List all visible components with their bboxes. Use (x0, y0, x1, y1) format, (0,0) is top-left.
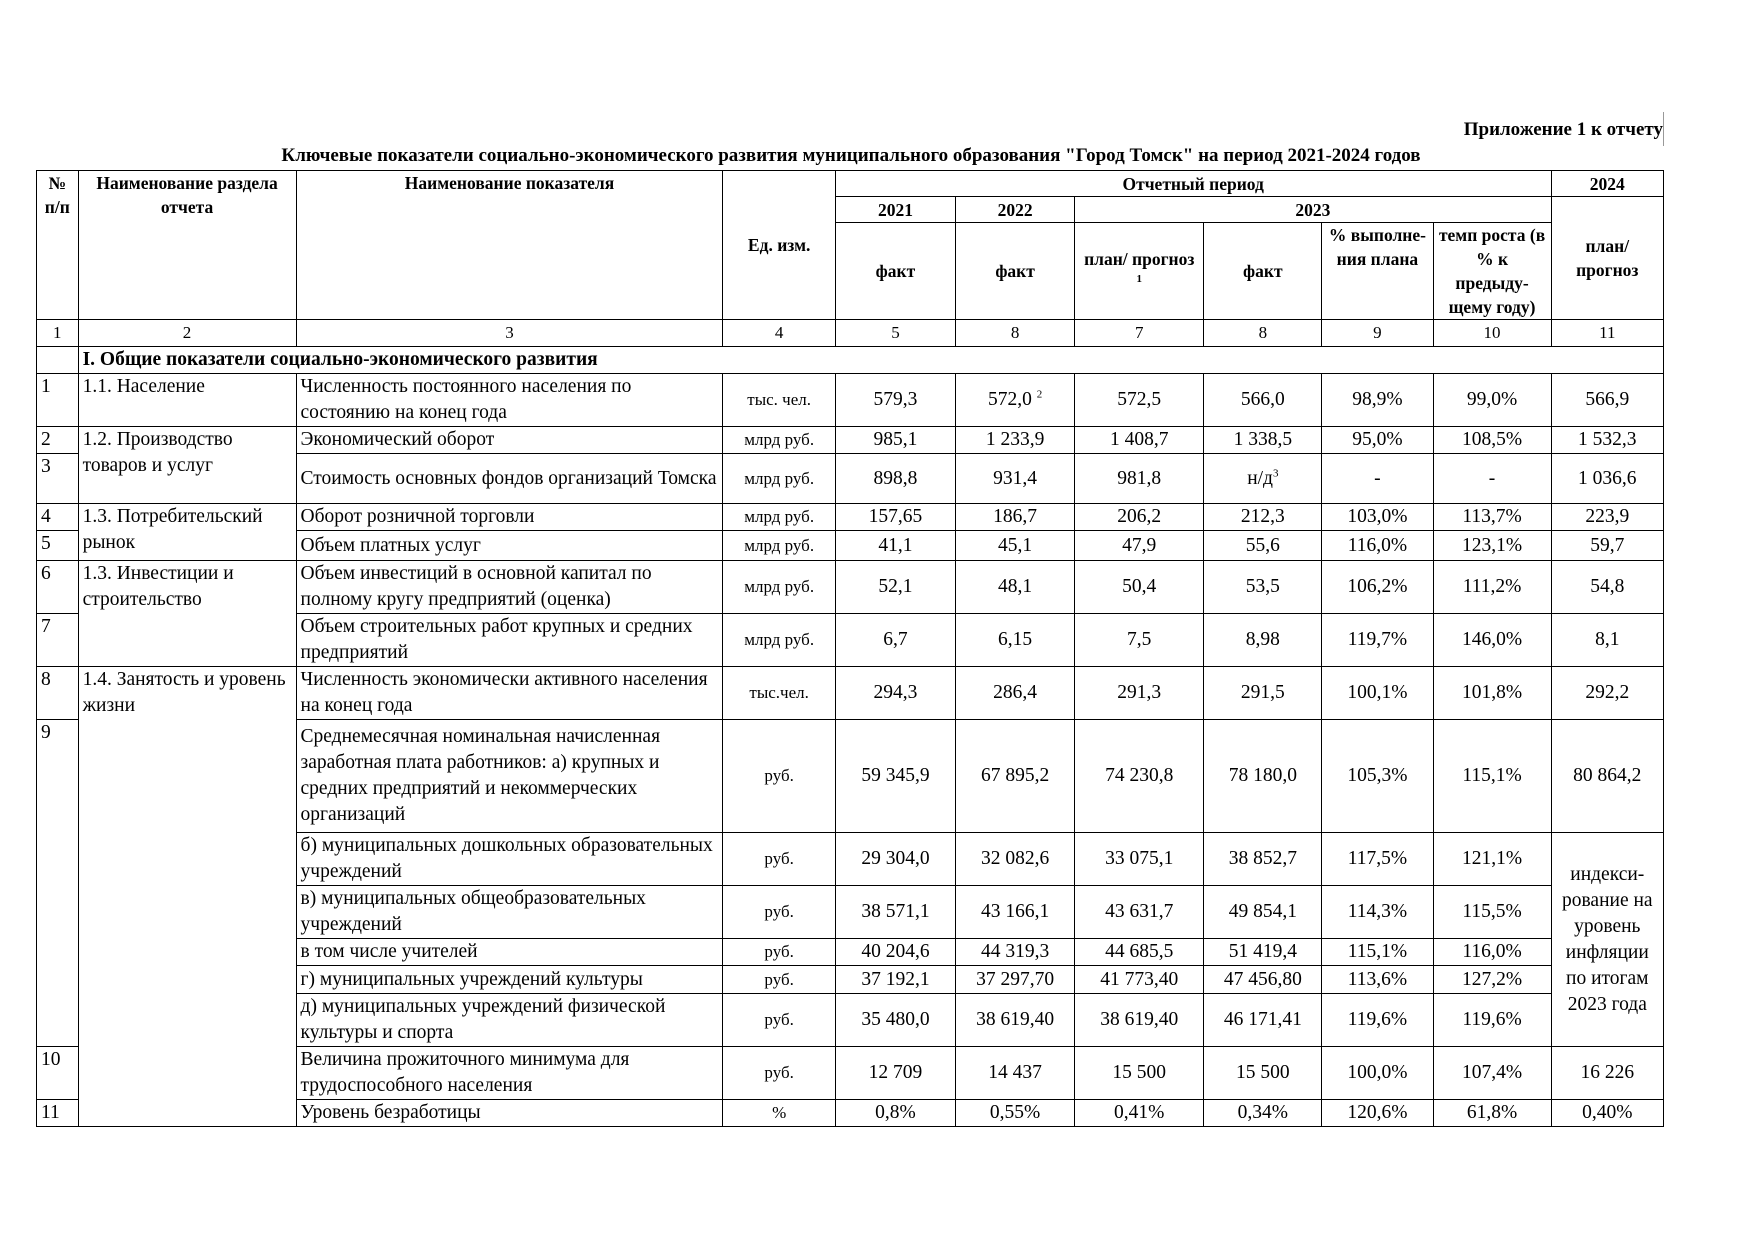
colnum: 11 (1551, 320, 1663, 347)
indicator-name: Стоимость основных фондов организаций Томска (296, 454, 723, 504)
section-name: 1.3. Потребительский рынок (78, 504, 296, 561)
indicator-name: б) муниципальных дошкольных образовательных учреждений (296, 833, 723, 886)
value-2021: 52,1 (835, 561, 955, 614)
plan-2023: 7,5 (1075, 614, 1204, 667)
plan-2023: 0,41% (1075, 1100, 1204, 1127)
indicator-name: Экономический оборот (296, 427, 723, 454)
unit: руб. (723, 720, 835, 833)
footnote-1: 1 (1136, 273, 1142, 286)
plan-2024: 292,2 (1551, 667, 1663, 720)
row-number: 7 (37, 614, 79, 667)
value-2021: 38 571,1 (835, 886, 955, 939)
growth-rate: 123,1% (1433, 531, 1551, 561)
unit: руб. (723, 994, 835, 1047)
colnum: 4 (723, 320, 835, 347)
value-2021: 29 304,0 (835, 833, 955, 886)
value-2022: 1 233,9 (956, 427, 1075, 454)
plan-2024: 566,9 (1551, 374, 1663, 427)
pct-plan: 106,2% (1322, 561, 1433, 614)
plan-2023: 50,4 (1075, 561, 1204, 614)
plan-2023: 33 075,1 (1075, 833, 1204, 886)
header-fact-2021: факт (835, 223, 955, 320)
indicator-name: д) муниципальных учреждений физической культуры и спорта (296, 994, 723, 1047)
unit: руб. (723, 966, 835, 994)
unit: % (723, 1100, 835, 1127)
fact-2023: $н/д^3$ (1204, 454, 1322, 504)
header-indicator: Наименование показателя (296, 171, 723, 320)
plan-2023: 1 408,7 (1075, 427, 1204, 454)
unit: руб. (723, 1047, 835, 1100)
plan-2024: 16 226 (1551, 1047, 1663, 1100)
value-2021: 0,8% (835, 1100, 955, 1127)
fact-2023: 8,98 (1204, 614, 1322, 667)
pct-plan: 117,5% (1322, 833, 1433, 886)
indicators-table (36, 170, 1664, 1127)
row-number: 10 (37, 1047, 79, 1100)
row-number: 9 (37, 720, 79, 1047)
value-2022: 186,7 (956, 504, 1075, 531)
colnum: 2 (78, 320, 296, 347)
footnote-3: 3 (1272, 467, 1279, 479)
growth-rate: 99,0% (1433, 374, 1551, 427)
value-2021: 35 480,0 (835, 994, 955, 1047)
colnum: 10 (1433, 320, 1551, 347)
indicator-name: Величина прожиточного минимума для трудоспособного населения (296, 1047, 723, 1100)
value-2021: 157,65 (835, 504, 955, 531)
fact-2023: 49 854,1 (1204, 886, 1322, 939)
value-2022: 67 895,2 (956, 720, 1075, 833)
pct-plan: 116,0% (1322, 531, 1433, 561)
indicator-name: Объем платных услуг (296, 531, 723, 561)
row-number: 5 (37, 531, 79, 561)
value-2022: 38 619,40 (956, 994, 1075, 1047)
header-fact-2023: факт (1204, 223, 1322, 320)
value-2022: 32 082,6 (956, 833, 1075, 886)
plan-2023: 206,2 (1075, 504, 1204, 531)
pct-plan: 105,3% (1322, 720, 1433, 833)
value-2021: 12 709 (835, 1047, 955, 1100)
value-2021: 40 204,6 (835, 939, 955, 966)
header-2022: 2022 (956, 197, 1075, 223)
growth-rate: 113,7% (1433, 504, 1551, 531)
value-2021: 37 192,1 (835, 966, 955, 994)
colnum: 9 (1322, 320, 1433, 347)
value-2022: 931,4 (956, 454, 1075, 504)
growth-rate: 61,8% (1433, 1100, 1551, 1127)
growth-rate: 101,8% (1433, 667, 1551, 720)
value-2021: 6,7 (835, 614, 955, 667)
header-unit: Ед. изм. (723, 171, 835, 320)
unit: руб. (723, 833, 835, 886)
pct-plan: 100,0% (1322, 1047, 1433, 1100)
unit: млрд руб. (723, 504, 835, 531)
plan-2023: 981,8 (1075, 454, 1204, 504)
header-period: Отчетный период (835, 171, 1551, 197)
colnum: 5 (835, 320, 955, 347)
table-row (37, 427, 1664, 454)
plan-2023: 41 773,40 (1075, 966, 1204, 994)
value-2021: 579,3 (835, 374, 955, 427)
unit: тыс.чел. (723, 667, 835, 720)
plan-2024: 80 864,2 (1551, 720, 1663, 833)
pct-plan: - (1322, 454, 1433, 504)
fact-2023: 55,6 (1204, 531, 1322, 561)
column-numbers-row (37, 320, 1664, 347)
pct-plan: 100,1% (1322, 667, 1433, 720)
value-2022: 0,55% (956, 1100, 1075, 1127)
indicator-name: Объем инвестиций в основной капитал по полному кругу предприятий (оценка) (296, 561, 723, 614)
row-number: 6 (37, 561, 79, 614)
growth-rate: 111,2% (1433, 561, 1551, 614)
plan-2023: 38 619,40 (1075, 994, 1204, 1047)
value-2022: 44 319,3 (956, 939, 1075, 966)
pct-plan: 98,9% (1322, 374, 1433, 427)
value-2022: 48,1 (956, 561, 1075, 614)
row-number: 4 (37, 504, 79, 531)
table-row (37, 667, 1664, 720)
colnum: 8 (956, 320, 1075, 347)
table-row (37, 504, 1664, 531)
value-2021: 59 345,9 (835, 720, 955, 833)
wage-2024-note: индекси- рование на уровень инфляции по итогам 2023 года (1551, 833, 1663, 1047)
page-edge-line (1663, 112, 1664, 146)
plan-2023: 15 500 (1075, 1047, 1204, 1100)
value-2022: 43 166,1 (956, 886, 1075, 939)
section-title: I. Общие показатели социально-экономического развития (78, 347, 1663, 374)
section-name: 1.4. Занятость и уровень жизни (78, 667, 296, 1127)
fact-2023: 38 852,7 (1204, 833, 1322, 886)
value-2021: 898,8 (835, 454, 955, 504)
value-2021: 985,1 (835, 427, 955, 454)
plan-2024: 1 036,6 (1551, 454, 1663, 504)
indicator-name: г) муниципальных учреждений культуры (296, 966, 723, 994)
appendix-label: Приложение 1 к отчету (1463, 119, 1663, 140)
colnum: 3 (296, 320, 723, 347)
fact-2023: 51 419,4 (1204, 939, 1322, 966)
colnum: 1 (37, 320, 79, 347)
indicator-name: в том числе учителей (296, 939, 723, 966)
unit: млрд руб. (723, 614, 835, 667)
value-2022: 286,4 (956, 667, 1075, 720)
fact-2023: 78 180,0 (1204, 720, 1322, 833)
fact-2023: 53,5 (1204, 561, 1322, 614)
section-empty-cell (37, 347, 79, 374)
header-plan-prognoz-2024: план/ прогноз (1551, 197, 1663, 320)
section-name: 1.2. Производство товаров и услуг (78, 427, 296, 504)
pct-plan: 119,7% (1322, 614, 1433, 667)
growth-rate: 121,1% (1433, 833, 1551, 886)
table-row (37, 374, 1664, 427)
value-2021: 294,3 (835, 667, 955, 720)
indicator-name: Уровень безработицы (296, 1100, 723, 1127)
fact-2023: 0,34% (1204, 1100, 1322, 1127)
growth-rate: 108,5% (1433, 427, 1551, 454)
value-2021: 41,1 (835, 531, 955, 561)
row-number: 8 (37, 667, 79, 720)
plan-2024: 223,9 (1551, 504, 1663, 531)
header-num: № п/п (37, 171, 79, 320)
row-number: 1 (37, 374, 79, 427)
section-name: 1.3. Инвестиции и строительство (78, 561, 296, 667)
unit: млрд руб. (723, 531, 835, 561)
growth-rate: 107,4% (1433, 1047, 1551, 1100)
fact-2023: 15 500 (1204, 1047, 1322, 1100)
pct-plan: 119,6% (1322, 994, 1433, 1047)
indicator-name: Оборот розничной торговли (296, 504, 723, 531)
header-fact-2022: факт (956, 223, 1075, 320)
header-2021: 2021 (835, 197, 955, 223)
fact-2023: 46 171,41 (1204, 994, 1322, 1047)
header-plan-prognoz-2023: план/ прогноз $^1$ (1075, 223, 1204, 320)
fact-2023: 291,5 (1204, 667, 1322, 720)
indicator-name: Среднемесячная номинальная начисленная заработная плата работников: а) крупных и средних предприятий и некоммерческих организаций (296, 720, 723, 833)
indicator-name: в) муниципальных общеобразовательных учреждений (296, 886, 723, 939)
header-section: Наименование раздела отчета (78, 171, 296, 320)
plan-2024: 54,8 (1551, 561, 1663, 614)
growth-rate: 127,2% (1433, 966, 1551, 994)
row-number: 3 (37, 454, 79, 504)
row-number: 2 (37, 427, 79, 454)
pct-plan: 103,0% (1322, 504, 1433, 531)
plan-2023: 43 631,7 (1075, 886, 1204, 939)
fact-2023: 47 456,80 (1204, 966, 1322, 994)
pct-plan: 113,6% (1322, 966, 1433, 994)
value-2022: 14 437 (956, 1047, 1075, 1100)
colnum: 8 (1204, 320, 1322, 347)
plan-2023: 291,3 (1075, 667, 1204, 720)
footnote-2: 2 (1036, 388, 1043, 401)
pct-plan: 95,0% (1322, 427, 1433, 454)
growth-rate: 119,6% (1433, 994, 1551, 1047)
document-title: Ключевые показатели социально-экономического развития муниципального образования "Город Томск" на период 2021-2024 годов (281, 145, 1421, 166)
pct-plan: 114,3% (1322, 886, 1433, 939)
header-growth: темп роста (в % к предыду- щему году) (1433, 223, 1551, 320)
row-number: 11 (37, 1100, 79, 1127)
unit: млрд руб. (723, 561, 835, 614)
growth-rate: 115,1% (1433, 720, 1551, 833)
growth-rate: 115,5% (1433, 886, 1551, 939)
value-2022: 37 297,70 (956, 966, 1075, 994)
plan-2024: 59,7 (1551, 531, 1663, 561)
section-name: 1.1. Население (78, 374, 296, 427)
plan-2023: 74 230,8 (1075, 720, 1204, 833)
fact-2023: 566,0 (1204, 374, 1322, 427)
value-2022: 6,15 (956, 614, 1075, 667)
fact-2023: 212,3 (1204, 504, 1322, 531)
unit: тыс. чел. (723, 374, 835, 427)
growth-rate: 116,0% (1433, 939, 1551, 966)
table-row (37, 561, 1664, 614)
value-2022: 45,1 (956, 531, 1075, 561)
indicator-name: Объем строительных работ крупных и средних предприятий (296, 614, 723, 667)
unit: млрд руб. (723, 427, 835, 454)
header-2023: 2023 (1075, 197, 1551, 223)
colnum: 7 (1075, 320, 1204, 347)
header-2024: 2024 (1551, 171, 1663, 197)
plan-2024: 0,40% (1551, 1100, 1663, 1127)
plan-2024: 8,1 (1551, 614, 1663, 667)
fact-2023: 1 338,5 (1204, 427, 1322, 454)
value-2022: 572,0 $^2$ (956, 374, 1075, 427)
indicator-name: Численность экономически активного населения на конец года (296, 667, 723, 720)
pct-plan: 115,1% (1322, 939, 1433, 966)
unit: руб. (723, 939, 835, 966)
growth-rate: - (1433, 454, 1551, 504)
plan-2023: 44 685,5 (1075, 939, 1204, 966)
plan-2023: 47,9 (1075, 531, 1204, 561)
header-pct-plan: % выполне- ния плана (1322, 223, 1433, 320)
unit: руб. (723, 886, 835, 939)
growth-rate: 146,0% (1433, 614, 1551, 667)
indicator-name: Численность постоянного населения по состоянию на конец года (296, 374, 723, 427)
plan-2023: 572,5 (1075, 374, 1204, 427)
pct-plan: 120,6% (1322, 1100, 1433, 1127)
plan-2024: 1 532,3 (1551, 427, 1663, 454)
unit: млрд руб. (723, 454, 835, 504)
